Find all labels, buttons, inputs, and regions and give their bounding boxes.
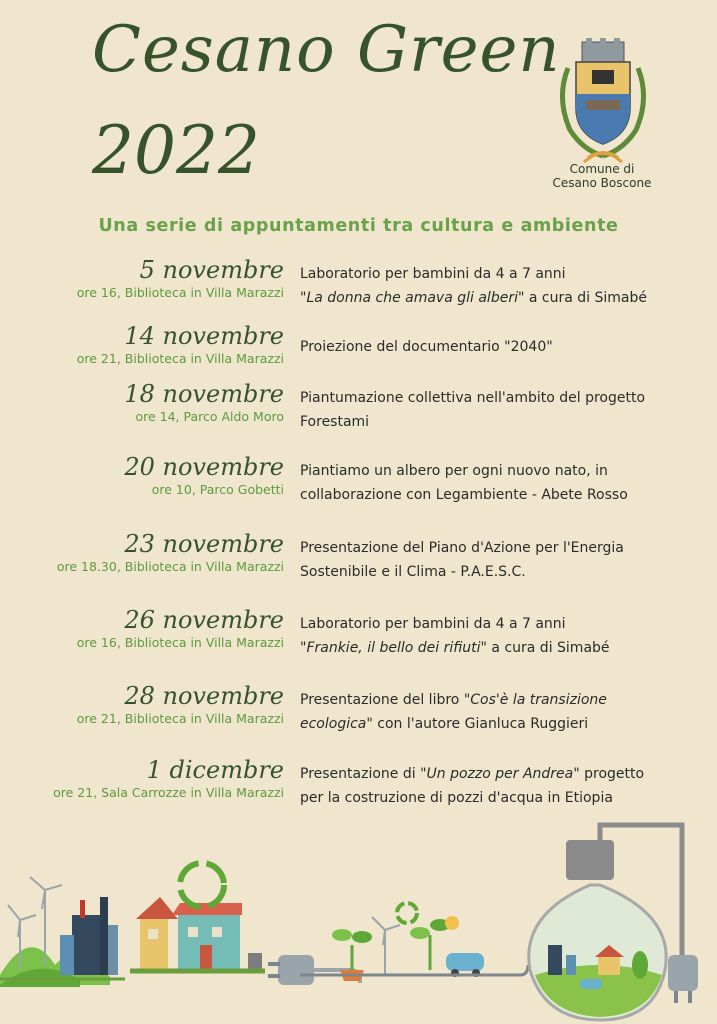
event-date: 26 novembre bbox=[124, 606, 284, 634]
recycle-icon bbox=[180, 863, 224, 907]
event-desc-italic: "La donna che amava gli alberi" bbox=[300, 290, 525, 306]
light-bulb-icon bbox=[445, 916, 459, 930]
eco-illustration bbox=[0, 805, 717, 1024]
event-desc-text: Presentazione del libro bbox=[300, 692, 464, 708]
event-place: ore 16, Biblioteca in Villa Marazzi bbox=[76, 635, 284, 650]
event-date: 28 novembre bbox=[124, 682, 284, 710]
municipality-label bbox=[532, 162, 672, 190]
event-desc-text: Presentazione di " bbox=[300, 766, 427, 782]
event-desc-line: Presentazione del Piano d'Azione per l'Energia bbox=[300, 540, 624, 556]
subtitle: Una serie di appuntamenti tra cultura e ambiente bbox=[98, 216, 619, 236]
car-icon bbox=[446, 953, 484, 977]
event-description bbox=[300, 688, 710, 736]
comune-line-1: Comune di bbox=[569, 162, 635, 176]
event-desc-rest: a cura di Simabé bbox=[486, 640, 610, 656]
light-bulb-icon bbox=[529, 825, 682, 1020]
factory-icon bbox=[60, 897, 118, 975]
event-place: ore 18.30, Biblioteca in Villa Marazzi bbox=[56, 559, 284, 574]
comune-line-2: Cesano Boscone bbox=[552, 176, 652, 190]
event-item bbox=[0, 453, 717, 513]
event-desc-line: Proiezione del documentario "2040" bbox=[300, 339, 553, 355]
event-place: ore 21, Sala Carrozze in Villa Marazzi bbox=[53, 785, 284, 800]
coat-of-arms-icon bbox=[548, 38, 658, 168]
event-desc-italic: ecologica" bbox=[300, 716, 373, 732]
event-description bbox=[300, 459, 710, 507]
event-desc-line: Piantiamo un albero per ogni nuovo nato, in bbox=[300, 463, 608, 479]
event-date: 23 novembre bbox=[124, 530, 284, 558]
event-date: 18 novembre bbox=[124, 380, 284, 408]
event-place: ore 21, Biblioteca in Villa Marazzi bbox=[76, 711, 284, 726]
event-desc-line: Piantumazione collettiva nell'ambito del progetto bbox=[300, 390, 646, 406]
event-item bbox=[0, 606, 717, 666]
event-desc-italic: "Cos'è la transizione bbox=[463, 692, 607, 708]
event-place: ore 16, Biblioteca in Villa Marazzi bbox=[76, 285, 284, 300]
event-desc-rest: " progetto bbox=[573, 766, 645, 782]
event-desc-line: Laboratorio per bambini da 4 a 7 anni bbox=[300, 616, 566, 632]
event-description bbox=[300, 536, 710, 584]
page-title: Cesano Green bbox=[92, 13, 561, 87]
event-place: ore 14, Parco Aldo Moro bbox=[135, 409, 284, 424]
wind-turbine-icon bbox=[372, 917, 400, 975]
event-description bbox=[300, 612, 710, 660]
event-date: 1 dicembre bbox=[146, 756, 284, 784]
event-description bbox=[300, 386, 710, 434]
event-description bbox=[300, 262, 710, 310]
event-item bbox=[0, 530, 717, 590]
event-description bbox=[300, 335, 710, 359]
event-desc-line: per la costruzione di pozzi d'acqua in Etiopia bbox=[300, 790, 613, 806]
event-desc-line: Sostenibile e il Clima - P.A.E.S.C. bbox=[300, 564, 526, 580]
event-desc-line: Laboratorio per bambini da 4 a 7 anni bbox=[300, 266, 566, 282]
event-date: 5 novembre bbox=[139, 256, 284, 284]
event-desc-rest: con l'autore Gianluca Ruggieri bbox=[372, 716, 589, 732]
recycle-icon bbox=[397, 903, 417, 923]
event-desc-line: collaborazione con Legambiente - Abete Rosso bbox=[300, 487, 628, 503]
year-title: 2022 bbox=[92, 112, 260, 189]
event-desc-italic: "Frankie, il bello dei rifiuti" bbox=[300, 640, 487, 656]
event-description bbox=[300, 762, 710, 810]
event-item bbox=[0, 380, 717, 440]
event-desc-line: Forestami bbox=[300, 414, 370, 430]
event-place: ore 21, Biblioteca in Villa Marazzi bbox=[76, 351, 284, 366]
event-desc-italic: Un pozzo per Andrea bbox=[426, 766, 574, 782]
event-item bbox=[0, 682, 717, 742]
event-item bbox=[0, 322, 717, 382]
event-date: 14 novembre bbox=[124, 322, 284, 350]
event-date: 20 novembre bbox=[124, 453, 284, 481]
event-item bbox=[0, 256, 717, 316]
plug-icon bbox=[668, 955, 698, 1003]
event-desc-rest: a cura di Simabé bbox=[524, 290, 647, 306]
event-place: ore 10, Parco Gobetti bbox=[151, 482, 284, 497]
